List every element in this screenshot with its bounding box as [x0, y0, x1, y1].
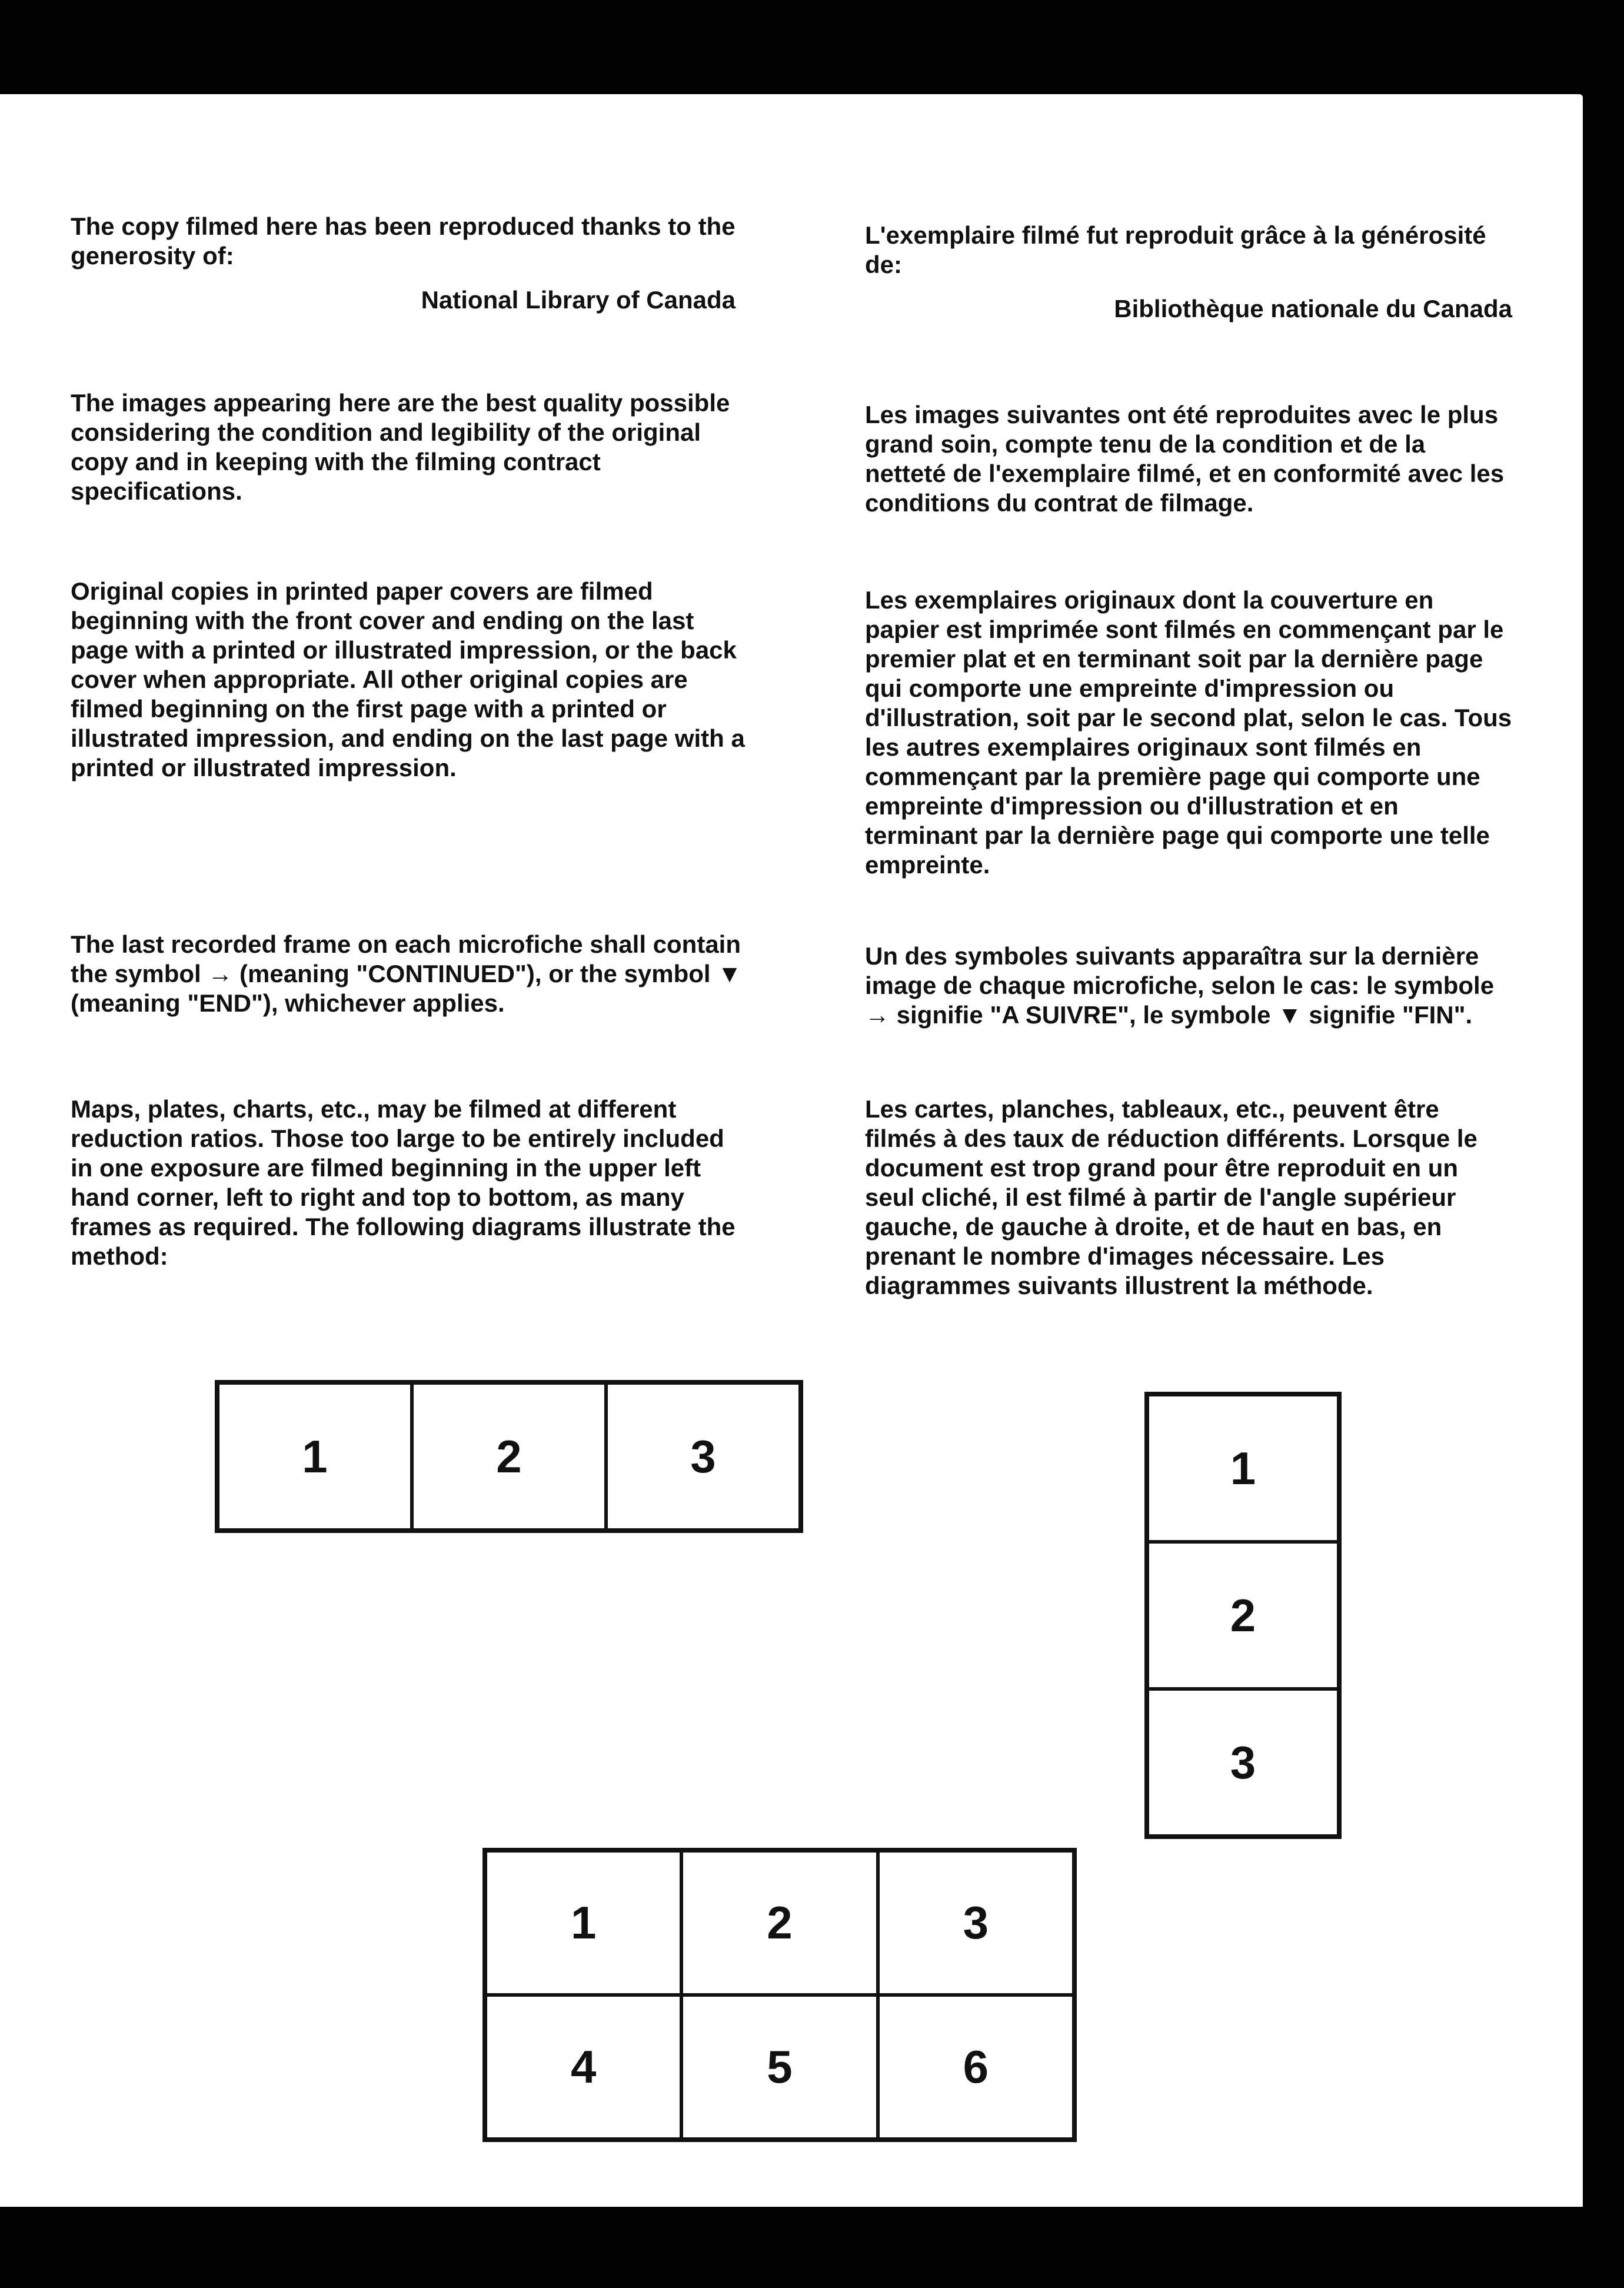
horizontal-frames-diagram — [215, 1380, 803, 1533]
fr-symbol-paragraph — [865, 942, 1512, 1030]
en-symbol-text-3: (meaning "END"), whichever applies. — [71, 989, 505, 1017]
fr-library-credit: Bibliothèque nationale du Canada — [1114, 295, 1512, 322]
en-maps-paragraph-block — [71, 1095, 747, 1271]
fr-covers-paragraph-block — [865, 586, 1512, 880]
english-column — [71, 212, 747, 315]
frame-cell: 2 — [681, 1851, 877, 1995]
frame-cell: 3 — [1147, 1689, 1339, 1836]
frame-cell: 2 — [1147, 1542, 1339, 1689]
french-column — [865, 221, 1512, 324]
en-quality-paragraph: The images appearing here are the best quality possible considering the condition and legibility of the original copy and in keeping with the filming contract specifications. — [71, 389, 730, 505]
en-maps-paragraph: Maps, plates, charts, etc., may be filmed at different reduction ratios. Those too large to be entirely included in one exposure are filmed beginning in the upper left hand corner, left to right and top to bottom, as many frames as required. The following diagrams illustrate the method: — [71, 1095, 736, 1270]
vertical-frames-diagram — [1144, 1392, 1342, 1839]
frame-cell: 2 — [412, 1383, 606, 1530]
frame-cell: 6 — [878, 1995, 1074, 2139]
document-page — [0, 94, 1583, 2207]
en-symbol-text-1: The last recorded frame on each microfiche shall contain the symbol — [71, 930, 741, 987]
en-thanks-text: The copy filmed here has been reproduced thanks to the generosity of: — [71, 212, 736, 270]
en-quality-paragraph-block — [71, 388, 747, 506]
en-covers-paragraph: Original copies in printed paper covers are filmed beginning with the front cover and ending on the last page with a printed or illustrated impression, or the back cover when appropriate. All other original copies are filmed beginning on the first page with a printed or illustrated impression, and ending on the last page with a printed or illustrated impression. — [71, 577, 745, 781]
fr-quality-paragraph-block — [865, 400, 1512, 518]
frame-cell: 5 — [681, 1995, 877, 2139]
en-symbol-paragraph-block — [71, 930, 747, 1018]
frame-cell: 1 — [485, 1851, 681, 1995]
frame-cell: 1 — [218, 1383, 412, 1530]
fr-symbol-text-3: signifie "FIN". — [1302, 1001, 1473, 1029]
frame-cell: 3 — [878, 1851, 1074, 1995]
fr-thanks-text: L'exemplaire filmé fut reproduit grâce à la générosité de: — [865, 221, 1486, 278]
arrow-icon: → — [208, 960, 233, 987]
fr-symbol-text-1: Un des symboles suivants apparaîtra sur la dernière image de chaque microfiche, selon le cas: le symbole — [865, 942, 1495, 999]
fr-maps-paragraph-block — [865, 1095, 1512, 1301]
fr-covers-paragraph: Les exemplaires originaux dont la couverture en papier est imprimée sont filmés en commençant par le premier plat et en terminant soit par la dernière page qui comporte une empreinte d'impression ou d'illustration, soit par le second plat, selon le cas. Tous les autres exemplaires originaux sont filmés en commençant par la première page qui comporte une empreinte d'impression ou d'illustration et en terminant par la dernière page qui comporte une telle empreinte. — [865, 586, 1512, 879]
frame-cell: 1 — [1147, 1395, 1339, 1542]
fr-symbol-text-2: signifie "A SUIVRE", le symbole — [890, 1001, 1278, 1029]
fr-quality-paragraph: Les images suivantes ont été reproduites avec le plus grand soin, compte tenu de la condition et de la netteté de l'exemplaire filmé, et en conformité avec les conditions du contrat de filmage. — [865, 401, 1505, 517]
frame-cell: 4 — [485, 1995, 681, 2139]
en-symbol-paragraph — [71, 930, 747, 1018]
triangle-down-icon: ▼ — [717, 960, 742, 987]
grid-frames-diagram — [482, 1848, 1077, 2142]
en-symbol-text-2: (meaning "CONTINUED"), or the symbol — [232, 960, 718, 987]
arrow-icon: → — [865, 1001, 890, 1029]
en-library-credit: National Library of Canada — [421, 286, 736, 314]
frame-cell: 3 — [606, 1383, 800, 1530]
en-covers-paragraph-block — [71, 577, 747, 783]
fr-maps-paragraph: Les cartes, planches, tableaux, etc., peuvent être filmés à des taux de réduction différents. Lorsque le document est trop grand pour être reproduit en un seul cliché, il est filmé à partir de l'angle supérieur gauche, de gauche à droite, et de haut en bas, en prenant le nombre d'images nécessaire. Les diagrammes suivants illustrent la méthode. — [865, 1095, 1477, 1299]
fr-symbol-paragraph-block — [865, 942, 1512, 1030]
triangle-down-icon: ▼ — [1277, 1001, 1302, 1029]
